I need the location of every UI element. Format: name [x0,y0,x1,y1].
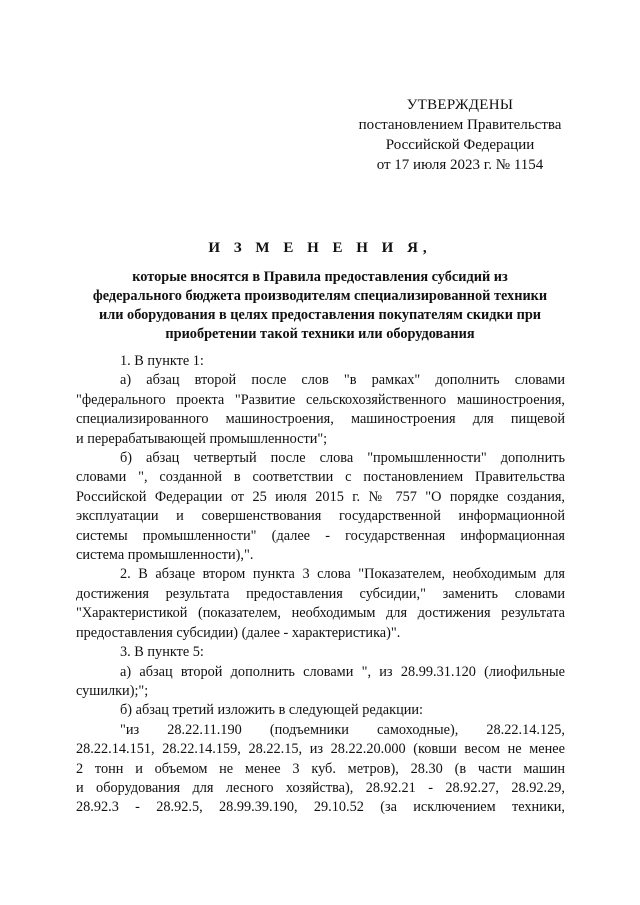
body-line: 2 тонн и объемом не менее 3 куб. метров), 28.30 (в части машин [76,760,565,777]
body-line: специализированного машиностроения, машиностроения для пищевой [76,411,565,428]
document-title: И З М Е Н Е Н И Я, [208,240,432,256]
approval-stamp [340,95,580,175]
body-line: достижения результата предоставления субсидии," заменить словами [76,585,565,602]
subtitle-line: приобретении такой техники или оборудования [165,326,475,342]
subtitle-line: которые вносятся в Правила предоставления субсидий из [132,269,508,285]
body-line: и оборудования для лесного хозяйства), 28.92.21 - 28.92.27, 28.92.29, [76,779,565,796]
approval-line: постановлением Правительства [358,117,562,133]
body-line: 3. В пункте 5: [120,644,204,661]
body-line: эксплуатации и совершенствования государственной информационной [76,508,565,525]
body-line: б) абзац третий изложить в следующей редакции: [120,702,424,719]
body-line: 2. В абзаце втором пункта 3 слова "Показателем, необходимым для [120,566,565,583]
body-line: сушилки);"; [76,682,149,699]
body-line: 28.22.14.151, 28.22.14.159, 28.22.15, из 28.22.20.000 (ковши весом не менее [76,741,565,758]
body-line: и перерабатывающей промышленности"; [76,430,328,447]
body-line: 28.92.3 - 28.92.5, 28.99.39.190, 29.10.52 (за исключением техники, [76,799,565,816]
approval-line: от 17 июля 2023 г. № 1154 [376,157,544,173]
body-line: "федерального проекта "Развитие сельскохозяйственного машиностроения, [76,391,565,408]
body-line: словами ", созданной в соответствии с постановлением Правительства [76,469,565,486]
document-body [76,352,565,818]
subtitle-line: федерального бюджета производителям специализированной техники [92,288,548,304]
body-line: предоставления субсидии) (далее - характеристика)". [76,624,401,641]
body-line: Российской Федерации от 25 июля 2015 г. № 757 "О порядке создания, [76,488,565,505]
body-line: а) абзац второй после слов "в рамках" дополнить словами [120,372,565,389]
document-subtitle [70,268,570,344]
approval-line: Российской Федерации [385,137,535,153]
body-line: б) абзац четвертый после слова "промышленности" дополнить [120,450,565,467]
body-line: а) абзац второй дополнить словами ", из 28.99.31.120 (лиофильные [120,663,565,680]
body-line: "из 28.22.11.190 (подъемники самоходные), 28.22.14.125, [120,721,565,738]
body-line: система промышленности),". [76,547,254,564]
body-line: 1. В пункте 1: [120,353,204,369]
subtitle-line: или оборудования в целях предоставления покупателям скидки при [98,307,542,323]
body-line: "Характеристикой (показателем, необходимым для достижения результата [76,605,565,622]
body-line: системы промышленности" (далее - государственная информационная [76,527,565,544]
approval-title: УТВЕРЖДЕНЫ [406,97,514,113]
